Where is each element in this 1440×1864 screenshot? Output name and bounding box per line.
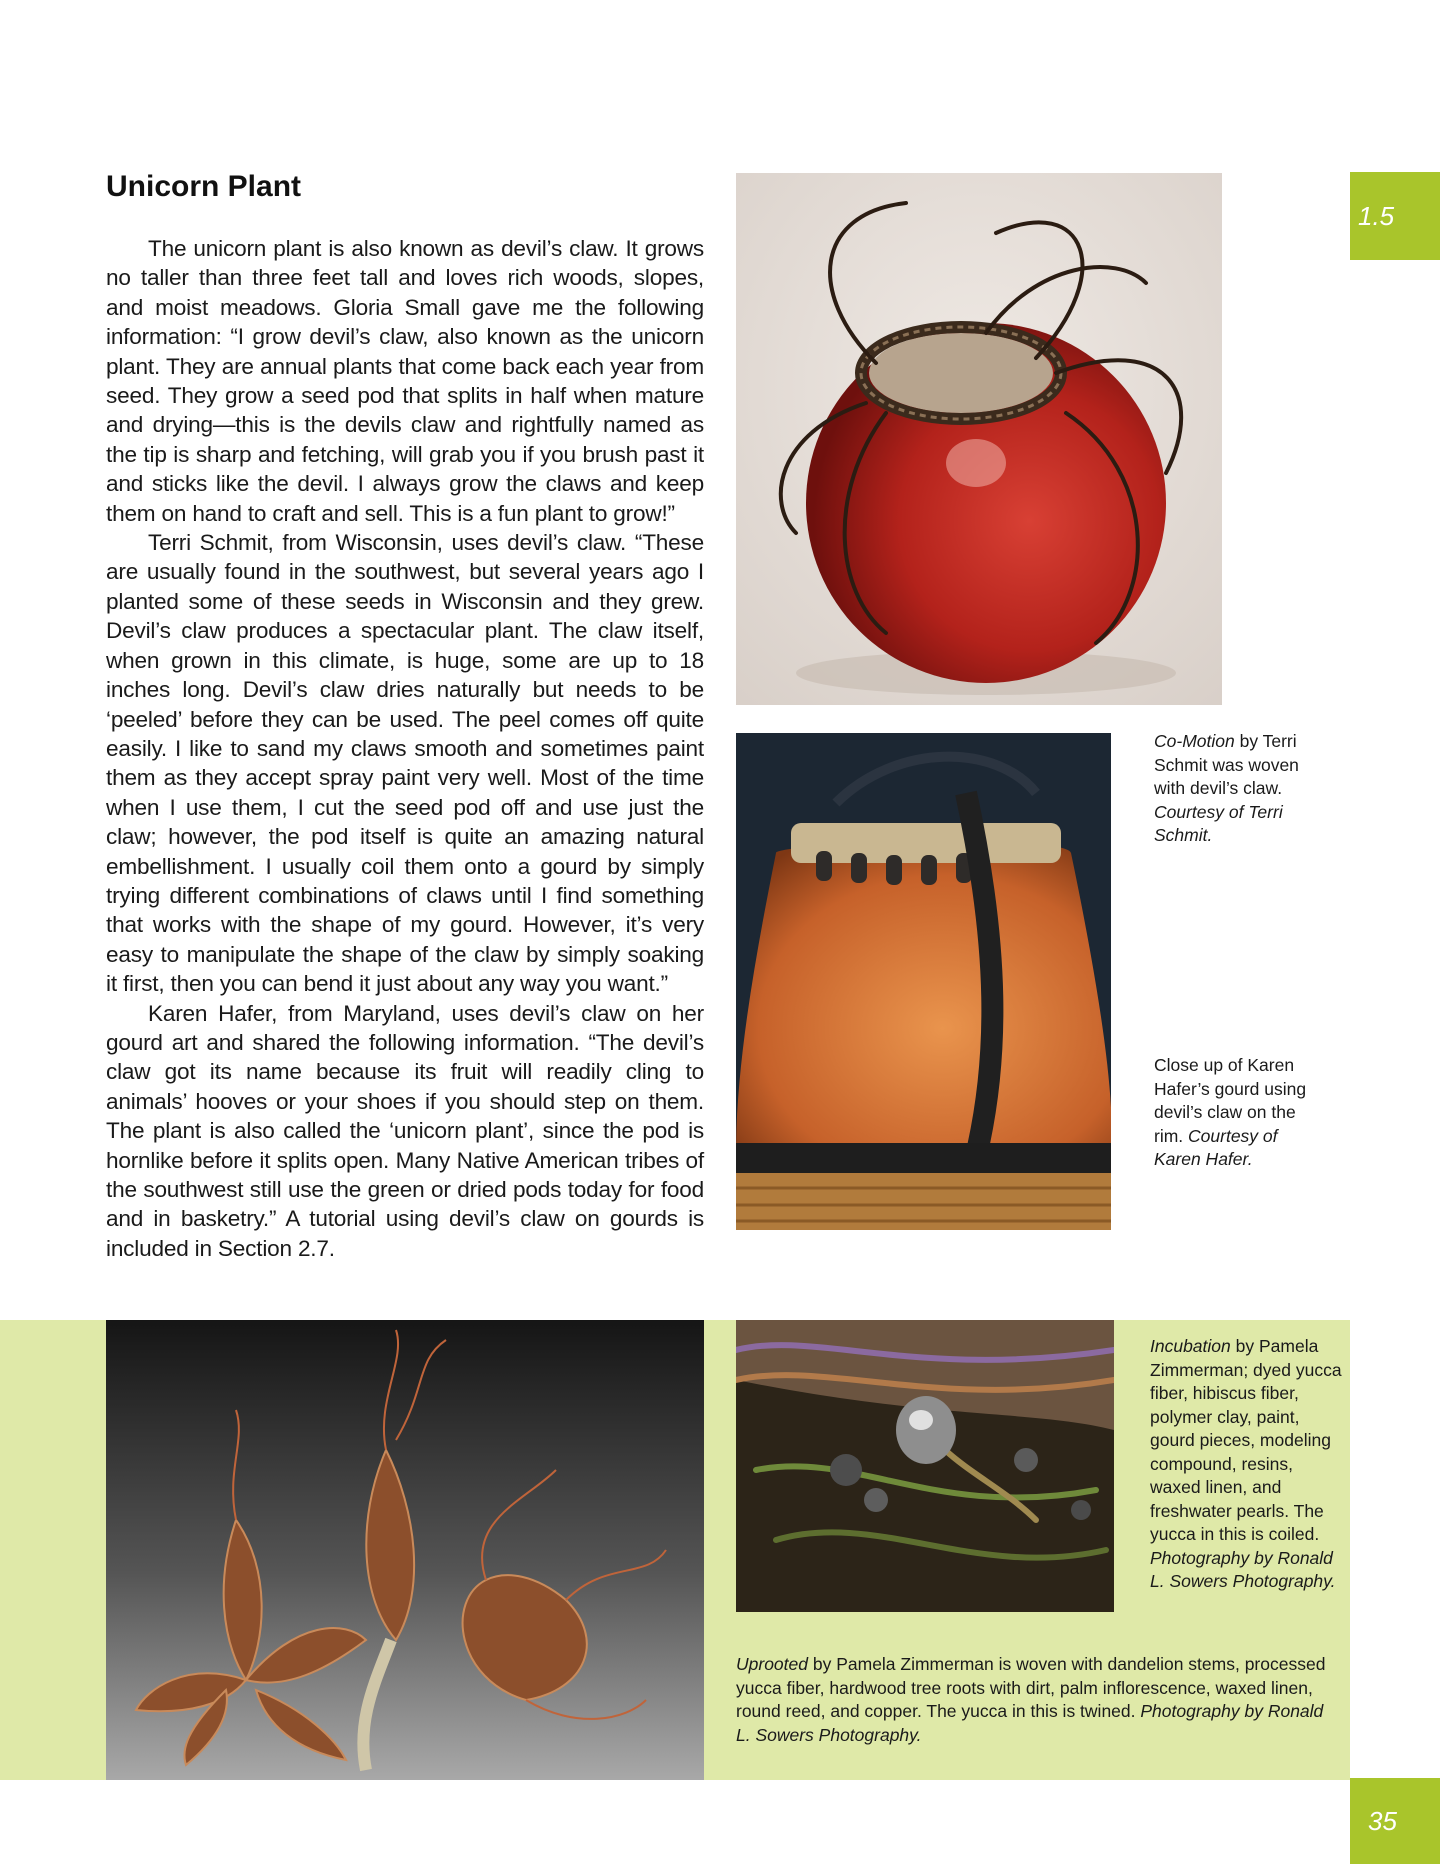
caption-closeup-credit: Courtesy of Karen Hafer. [1154,1125,1278,1169]
section-tab [1350,172,1440,260]
section-number: 1.5 [1358,200,1395,231]
caption-uprooted-credit: Photography by Ronald L. Sowers Photography. [736,1701,1324,1745]
paragraph-terri-schmit: Terri Schmit, from Wisconsin, uses devil’s claw. “These are usually found in the southwest, but several years ago I planted some of these seeds in Wisconsin and they grew. Devil’s claw produces a spectacular plant. The claw itself, when grown in this climate, is huge, some are up to 18 inches long. Devil’s claw dries naturally but needs to be ‘peeled’ before they can be used. The peel comes off quite easily. I like to sand my claws smooth and sometimes paint them as they accept spray paint very well. Most of the time when I use them, I cut the seed pod off and use just the claw; however, the pod itself is quite an amazing natural embellishment. I usually coil them onto a gourd by simply trying different combinations of claws until I find something that works with the shape of my gourd. However, it’s very easy to manipulate the shape of the claw by simply soaking it first, then you can bend it just about any way you want.” [106,530,704,997]
photo-closeup-orange-gourd [736,733,1111,1230]
caption-closeup [1154,1054,1326,1172]
caption-uprooted-text: by Pamela Zimmerman is woven with dandelion stems, processed yucca fiber, hardwood tree roots with dirt, palm inflorescence, waxed linen, round reed, and copper. The yucca in this is twined. [736,1654,1326,1721]
page-number: 35 [1368,1805,1397,1836]
page-heading: Unicorn Plant [106,170,302,203]
caption-comotion-credit: Courtesy of Terri Schmit. [1154,801,1283,845]
article-body [106,234,704,1263]
caption-uprooted-title: Uprooted [736,1654,808,1674]
paragraph-unicorn-plant: The unicorn plant is also known as devil’s claw. It grows no taller than three feet tall and loves rich woods, slopes, and moist meadows. Gloria Small gave me the following information: “I grow devil’s claw, also known as the unicorn plant. They are annual plants that come back each year from seed. They grow a seed pod that splits in half when mature and drying—this is the devils claw and rightfully named as the tip is sharp and fetching, will grab you if you brush past it and sticks like the devil. I always grow the claws and keep them on hand to craft and sell. This is a fun plant to grow!” [106,236,704,526]
caption-incubation-title: Incubation [1150,1336,1231,1356]
photo-incubation [736,1320,1114,1612]
caption-comotion [1154,730,1326,848]
caption-incubation [1150,1335,1345,1594]
caption-comotion-text: by Terri Schmit was woven with devil’s claw. [1154,731,1299,798]
caption-closeup-text: Close up of Karen Hafer’s gourd using devil’s claw on the rim. [1154,1055,1307,1146]
photo-comotion-gourd [736,173,1222,705]
caption-incubation-credit: Photography by Ronald L. Sowers Photography. [1150,1547,1336,1591]
photo-uprooted-sculpture [106,1320,704,1780]
page-number-tab [1350,1778,1440,1864]
caption-incubation-text: by Pamela Zimmerman; dyed yucca fiber, hibiscus fiber, polymer clay, paint, gourd pieces, modeling compound, resins, waxed linen, and freshwater pearls. The yucca in this is coiled. [1150,1336,1342,1544]
paragraph-karen-hafer: Karen Hafer, from Maryland, uses devil’s claw on her gourd art and shared the following information. “The devil’s claw got its name because its fruit will readily cling to animals’ hooves or your shoes if you should step on them. The plant is also called the ‘unicorn plant’, since the pod is hornlike before it splits open. Many Native American tribes of the southwest still use the green or dried pods today for food and in basketry.” A tutorial using devil’s claw on gourds is included in Section 2.7. [106,1000,704,1261]
caption-uprooted [736,1653,1336,1747]
caption-comotion-title: Co-Motion [1154,731,1235,751]
